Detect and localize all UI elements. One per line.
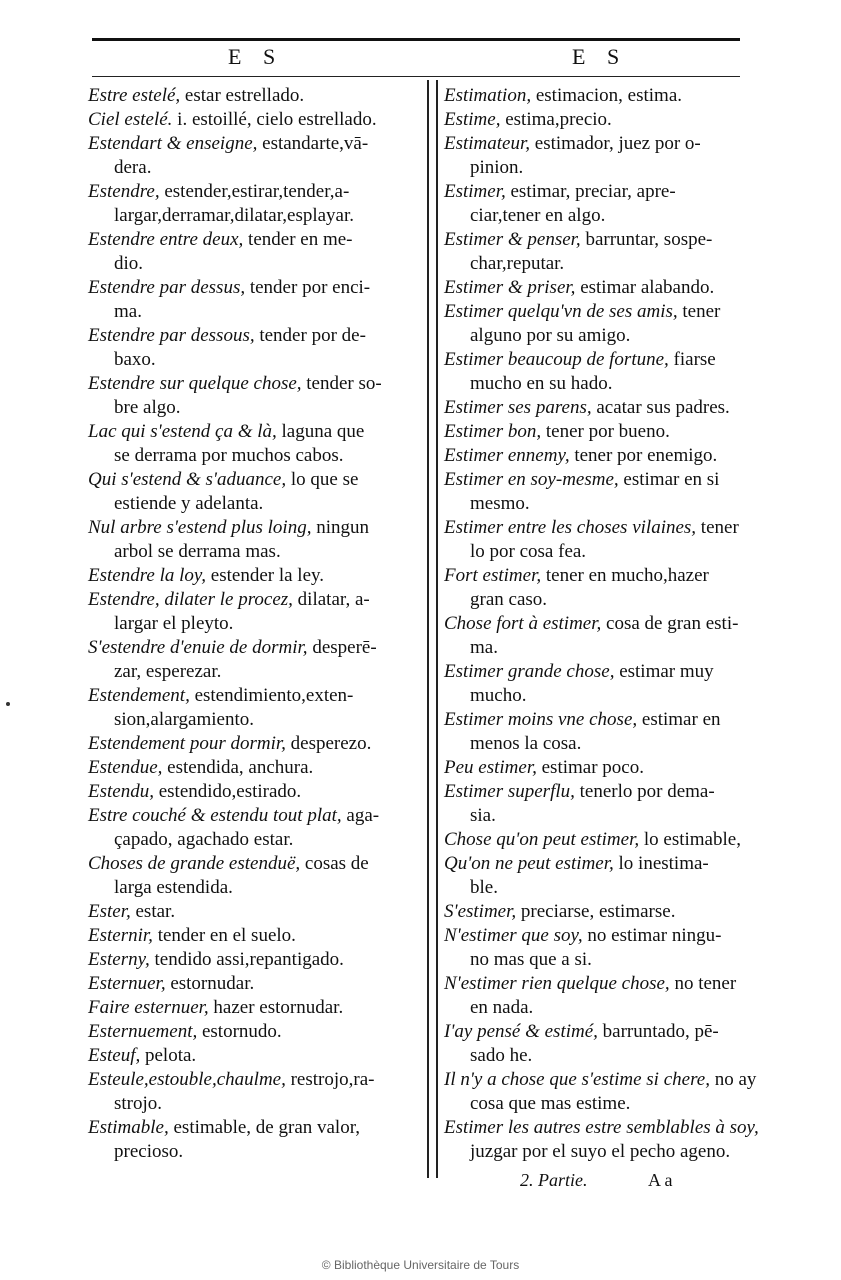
spanish-translation: zar, esperezar.: [114, 661, 222, 682]
entry-line: [444, 900, 774, 924]
spanish-translation: estimar poco.: [536, 757, 644, 778]
french-headword: Nul arbre s'estend plus loing,: [88, 517, 312, 538]
spanish-translation: largar el pleyto.: [114, 613, 234, 634]
entry-line: [88, 684, 416, 708]
spanish-translation: se derrama por muchos cabos.: [114, 445, 344, 466]
entry-line: [88, 204, 416, 228]
french-headword: Estre estelé,: [88, 85, 181, 106]
french-headword: S'estendre d'enuie de dormir,: [88, 637, 308, 658]
french-headword: Estimer quelqu'vn de ses amis,: [444, 301, 678, 322]
spanish-translation: strojo.: [114, 1093, 163, 1114]
entry-line: [444, 564, 774, 588]
french-headword: Estimable,: [88, 1117, 169, 1138]
french-headword: N'estimer rien quelque chose,: [444, 973, 670, 994]
spanish-translation: mucho.: [470, 685, 527, 706]
french-headword: Peu estimer,: [444, 757, 537, 778]
french-headword: I'ay pensé & estimé,: [444, 1021, 598, 1042]
spanish-translation: tender so-: [301, 373, 382, 394]
spanish-translation: cosas de: [300, 853, 369, 874]
spanish-translation: tener por bueno.: [541, 421, 670, 442]
spanish-translation: estendido,estirado.: [153, 781, 302, 802]
entry-line: [88, 372, 416, 396]
entry-line: [444, 996, 774, 1020]
spanish-translation: tender por de-: [254, 325, 366, 346]
spanish-translation: estiende y adelanta.: [114, 493, 264, 514]
spanish-translation: estimar alabando.: [575, 277, 715, 298]
french-headword: Esternuement,: [88, 1021, 198, 1042]
spanish-translation: estima,precio.: [500, 109, 612, 130]
signature-mark: A a: [648, 1170, 673, 1190]
entry-line: [88, 108, 416, 132]
entry-line: [88, 276, 416, 300]
entry-line: [88, 156, 416, 180]
spanish-translation: tenerlo por dema-: [574, 781, 715, 802]
french-headword: Fort estimer,: [444, 565, 542, 586]
entry-line: [88, 564, 416, 588]
spanish-translation: estornudar.: [165, 973, 255, 994]
entry-line: [444, 756, 774, 780]
entry-line: [88, 420, 416, 444]
spanish-translation: acatar sus padres.: [591, 397, 730, 418]
spanish-translation: lo estimable,: [639, 829, 741, 850]
spanish-translation: barruntar, sospe-: [580, 229, 713, 250]
spanish-translation: estimar, preciar, apre-: [505, 181, 676, 202]
scan-speck: [6, 702, 10, 706]
spanish-translation: estendida, anchura.: [162, 757, 314, 778]
entry-line: [88, 708, 416, 732]
french-headword: Estendre par dessus,: [88, 277, 246, 298]
spanish-translation: no ay: [709, 1069, 757, 1090]
french-headword: Estendement pour dormir,: [88, 733, 286, 754]
entry-line: [444, 324, 774, 348]
entry-line: [444, 204, 774, 228]
entry-line: [88, 1044, 416, 1068]
entry-line: [88, 348, 416, 372]
spanish-translation: ningun: [311, 517, 369, 538]
entry-line: [88, 852, 416, 876]
french-headword: Estimer grande chose,: [444, 661, 615, 682]
spanish-translation: gran caso.: [470, 589, 548, 610]
spanish-translation: aga-: [341, 805, 380, 826]
entry-line: [444, 540, 774, 564]
spanish-translation: largar,derramar,dilatar,esplayar.: [114, 205, 355, 226]
spanish-translation: tender en me-: [243, 229, 353, 250]
entry-line: [444, 132, 774, 156]
french-headword: Qu'on ne peut estimer,: [444, 853, 614, 874]
entry-line: [444, 1140, 774, 1164]
entry-line: [444, 1068, 774, 1092]
spanish-translation: tener en mucho,hazer: [541, 565, 709, 586]
french-headword: Estendre, dilater le procez,: [88, 589, 293, 610]
spanish-translation: mucho en su hado.: [470, 373, 613, 394]
french-headword: N'estimer que soy,: [444, 925, 583, 946]
spanish-translation: estender la ley.: [206, 565, 325, 586]
spanish-translation: bre algo.: [114, 397, 181, 418]
spanish-translation: menos la cosa.: [470, 733, 582, 754]
spanish-translation: tener: [696, 517, 739, 538]
spanish-translation: estimar muy: [614, 661, 714, 682]
running-head-right: E S: [572, 44, 628, 69]
spanish-translation: char,reputar.: [470, 253, 565, 274]
entry-line: [444, 516, 774, 540]
column-divider: [427, 80, 429, 1178]
entry-line: [444, 876, 774, 900]
spanish-translation: çapado, agachado estar.: [114, 829, 294, 850]
french-headword: Estimer moins vne chose,: [444, 709, 638, 730]
entry-line: [88, 444, 416, 468]
entry-line: [88, 540, 416, 564]
spanish-translation: sion,alargamiento.: [114, 709, 255, 730]
french-headword: Estimer ses parens,: [444, 397, 592, 418]
spanish-translation: estar.: [130, 901, 176, 922]
entry-line: [444, 156, 774, 180]
entry-line: [88, 300, 416, 324]
entry-line: [88, 468, 416, 492]
spanish-translation: estimar en: [637, 709, 721, 730]
french-headword: Estendu,: [88, 781, 154, 802]
entry-line: [88, 1116, 416, 1140]
entry-line: [444, 108, 774, 132]
entry-line: [444, 852, 774, 876]
french-headword: Qui s'estend & s'aduance,: [88, 469, 287, 490]
spanish-translation: alguno por su amigo.: [470, 325, 631, 346]
french-headword: Estre couché & estendu tout plat,: [88, 805, 342, 826]
entry-line: [444, 684, 774, 708]
spanish-translation: dera.: [114, 157, 152, 178]
spanish-translation: estimar en si: [618, 469, 720, 490]
french-headword: Ciel estelé.: [88, 109, 173, 130]
spanish-translation: no tener: [669, 973, 737, 994]
entry-line: [88, 756, 416, 780]
entry-line: [88, 228, 416, 252]
spanish-translation: cosa que mas estime.: [470, 1093, 631, 1114]
french-headword: Chose fort à estimer,: [444, 613, 602, 634]
spanish-translation: ciar,tener en algo.: [470, 205, 606, 226]
spanish-translation: precioso.: [114, 1141, 184, 1162]
entry-line: [444, 84, 774, 108]
spanish-translation: estimacion, estima.: [531, 85, 682, 106]
entry-line: [88, 180, 416, 204]
entry-line: [88, 516, 416, 540]
library-credit: © Bibliothèque Universitaire de Tours: [321, 1258, 520, 1272]
spanish-translation: fiarse: [668, 349, 716, 370]
french-headword: Il n'y a chose que s'estime si chere,: [444, 1069, 710, 1090]
spanish-translation: cosa de gran esti-: [601, 613, 739, 634]
french-headword: Estendre la loy,: [88, 565, 207, 586]
french-headword: Esteuf,: [88, 1045, 141, 1066]
spanish-translation: desperezo.: [285, 733, 372, 754]
page-footer: [520, 1170, 673, 1191]
french-headword: Esternuer,: [88, 973, 166, 994]
top-rule: [92, 38, 740, 41]
french-headword: Estimer & priser,: [444, 277, 576, 298]
entry-line: [444, 660, 774, 684]
french-headword: Estimer les autres estre semblables à soy,: [444, 1117, 759, 1138]
spanish-translation: estornudo.: [197, 1021, 282, 1042]
entry-line: [444, 828, 774, 852]
entry-line: [444, 804, 774, 828]
entry-line: [88, 660, 416, 684]
entry-line: [88, 612, 416, 636]
entry-line: [444, 492, 774, 516]
spanish-translation: en nada.: [470, 997, 534, 1018]
entry-line: [88, 828, 416, 852]
entry-line: [444, 228, 774, 252]
spanish-translation: dilatar, a-: [292, 589, 370, 610]
entry-line: [444, 348, 774, 372]
entry-line: [88, 972, 416, 996]
entry-line: [88, 588, 416, 612]
entry-line: [88, 252, 416, 276]
entry-line: [444, 468, 774, 492]
spanish-translation: dio.: [114, 253, 144, 274]
spanish-translation: laguna que: [276, 421, 365, 442]
spanish-translation: tender en el suelo.: [152, 925, 296, 946]
entry-line: [88, 900, 416, 924]
spanish-translation: baxo.: [114, 349, 156, 370]
entry-line: [444, 1116, 774, 1140]
entry-line: [444, 924, 774, 948]
spanish-translation: arbol se derrama mas.: [114, 541, 281, 562]
entry-line: [444, 1020, 774, 1044]
entry-line: [88, 1068, 416, 1092]
spanish-translation: no mas que a si.: [470, 949, 592, 970]
entry-line: [444, 636, 774, 660]
french-headword: Estendre,: [88, 181, 160, 202]
entry-line: [88, 924, 416, 948]
entry-line: [444, 1092, 774, 1116]
entry-line: [88, 324, 416, 348]
entry-line: [444, 588, 774, 612]
french-headword: Esternir,: [88, 925, 153, 946]
spanish-translation: pelota.: [140, 1045, 197, 1066]
entry-line: [88, 132, 416, 156]
entry-line: [88, 636, 416, 660]
spanish-translation: sado he.: [470, 1045, 533, 1066]
right-column: [444, 84, 774, 1164]
spanish-translation: estimable, de gran valor,: [168, 1117, 361, 1138]
spanish-translation: estar estrellado.: [180, 85, 305, 106]
entry-line: [444, 972, 774, 996]
french-headword: Estimer superflu,: [444, 781, 575, 802]
french-headword: Estendre entre deux,: [88, 229, 244, 250]
french-headword: Estimer en soy-mesme,: [444, 469, 619, 490]
french-headword: Choses de grande estenduë,: [88, 853, 301, 874]
entry-line: [88, 84, 416, 108]
french-headword: Estimer bon,: [444, 421, 542, 442]
french-headword: Estendart & enseigne,: [88, 133, 258, 154]
spanish-translation: juzgar por el suyo el pecho ageno.: [470, 1141, 731, 1162]
spanish-translation: lo por cosa fea.: [470, 541, 587, 562]
entry-line: [88, 1140, 416, 1164]
spanish-translation: hazer estornudar.: [208, 997, 344, 1018]
french-headword: Lac qui s'estend ça & là,: [88, 421, 277, 442]
spanish-translation: lo que se: [286, 469, 359, 490]
french-headword: Estimation,: [444, 85, 532, 106]
spanish-translation: larga estendida.: [114, 877, 233, 898]
spanish-translation: pinion.: [470, 157, 524, 178]
french-headword: Chose qu'on peut estimer,: [444, 829, 640, 850]
column-divider: [436, 80, 438, 1178]
spanish-translation: estender,estirar,tender,a-: [159, 181, 350, 202]
french-headword: Estimer ennemy,: [444, 445, 570, 466]
spanish-translation: tener por enemigo.: [569, 445, 718, 466]
entry-line: [88, 876, 416, 900]
running-head-left: E S: [228, 44, 284, 69]
entry-line: [88, 1020, 416, 1044]
french-headword: Estime,: [444, 109, 501, 130]
spanish-translation: barruntado, pē-: [597, 1021, 719, 1042]
french-headword: Esteule,estouble,chaulme,: [88, 1069, 286, 1090]
entry-line: [88, 996, 416, 1020]
entry-line: [444, 276, 774, 300]
spanish-translation: i. estoillé, cielo estrellado.: [172, 109, 377, 130]
entry-line: [88, 732, 416, 756]
french-headword: Estimer & penser,: [444, 229, 581, 250]
spanish-translation: lo inestima-: [613, 853, 709, 874]
entry-line: [444, 708, 774, 732]
entry-line: [88, 948, 416, 972]
entry-line: [88, 804, 416, 828]
spanish-translation: tender por enci-: [245, 277, 371, 298]
spanish-translation: preciarse, estimarse.: [516, 901, 676, 922]
entry-line: [444, 372, 774, 396]
french-headword: Estimer,: [444, 181, 506, 202]
spanish-translation: desperē-: [307, 637, 377, 658]
spanish-translation: sia.: [470, 805, 496, 826]
entry-line: [88, 1092, 416, 1116]
spanish-translation: ma.: [114, 301, 142, 322]
entry-line: [444, 252, 774, 276]
entry-line: [444, 444, 774, 468]
part-label: 2. Partie.: [520, 1170, 588, 1190]
entry-line: [88, 780, 416, 804]
entry-line: [88, 396, 416, 420]
spanish-translation: estimador, juez por o-: [530, 133, 701, 154]
spanish-translation: mesmo.: [470, 493, 530, 514]
spanish-translation: tener: [677, 301, 721, 322]
spanish-translation: ble.: [470, 877, 498, 898]
entry-line: [444, 612, 774, 636]
header-rule: [92, 76, 740, 77]
french-headword: Ester,: [88, 901, 131, 922]
entry-line: [444, 300, 774, 324]
french-headword: Estendement,: [88, 685, 190, 706]
french-headword: Estendre sur quelque chose,: [88, 373, 302, 394]
entry-line: [444, 420, 774, 444]
entry-line: [444, 780, 774, 804]
french-headword: Faire esternuer,: [88, 997, 209, 1018]
french-headword: S'estimer,: [444, 901, 517, 922]
entry-line: [88, 492, 416, 516]
spanish-translation: estandarte,vā-: [257, 133, 369, 154]
french-headword: Estimer entre les choses vilaines,: [444, 517, 697, 538]
french-headword: Estimateur,: [444, 133, 531, 154]
french-headword: Estimer beaucoup de fortune,: [444, 349, 669, 370]
spanish-translation: restrojo,ra-: [285, 1069, 375, 1090]
spanish-translation: estendimiento,exten-: [189, 685, 354, 706]
spanish-translation: tendido assi,repantigado.: [149, 949, 344, 970]
left-column: [88, 84, 416, 1164]
entry-line: [444, 180, 774, 204]
entry-line: [444, 1044, 774, 1068]
entry-line: [444, 948, 774, 972]
french-headword: Esterny,: [88, 949, 150, 970]
spanish-translation: ma.: [470, 637, 498, 658]
entry-line: [444, 732, 774, 756]
spanish-translation: no estimar ningu-: [582, 925, 722, 946]
french-headword: Estendre par dessous,: [88, 325, 255, 346]
entry-line: [444, 396, 774, 420]
french-headword: Estendue,: [88, 757, 163, 778]
